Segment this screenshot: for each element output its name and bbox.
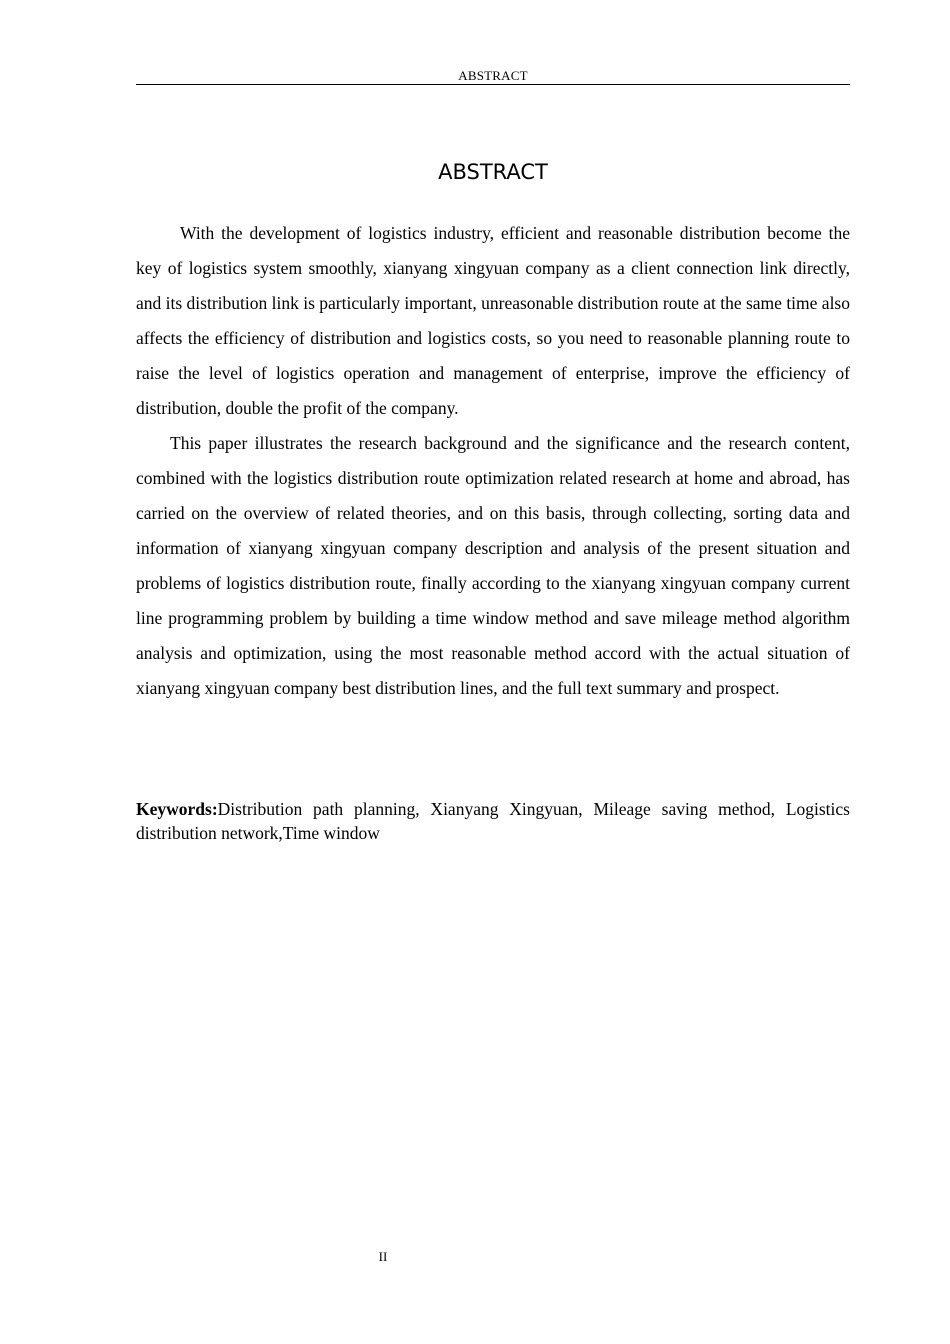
abstract-paragraph-1: With the development of logistics industry, efficient and reasonable distribution become the key of logistics system smoothly, xianyang xingyuan company as a client connection link directly, and its distribution link is particularly important, unreasonable distribution route at the same time also affects the efficiency of distribution and logistics costs, so you need to reasonable planning route to raise the level of logistics operation and management of enterprise, improve the efficiency of distribution, double the profit of the company. (136, 223, 850, 418)
keywords-line (136, 797, 850, 845)
keywords-text: Distribution path planning, Xianyang Xingyuan, Mileage saving method, Logistics distribution network,Time window (136, 799, 850, 843)
page-title: ABSTRACT (438, 160, 548, 184)
header-rule (136, 84, 850, 85)
keywords-label: Keywords: (136, 799, 218, 819)
page-number: II (378, 1249, 388, 1264)
abstract-body (136, 216, 850, 706)
abstract-paragraph-2: This paper illustrates the research background and the significance and the research content, combined with the logistics distribution route optimization related research at home and abroad, has carried on the overview of related theories, and on this basis, through collecting, sorting data and information of xianyang xingyuan company description and analysis of the present situation and problems of logistics distribution route, finally according to the xianyang xingyuan company current line programming problem by building a time window method and save mileage method algorithm analysis and optimization, using the most reasonable method accord with the actual situation of xianyang xingyuan company best distribution lines, and the full text summary and prospect. (136, 433, 850, 698)
running-header: ABSTRACT (458, 68, 528, 83)
